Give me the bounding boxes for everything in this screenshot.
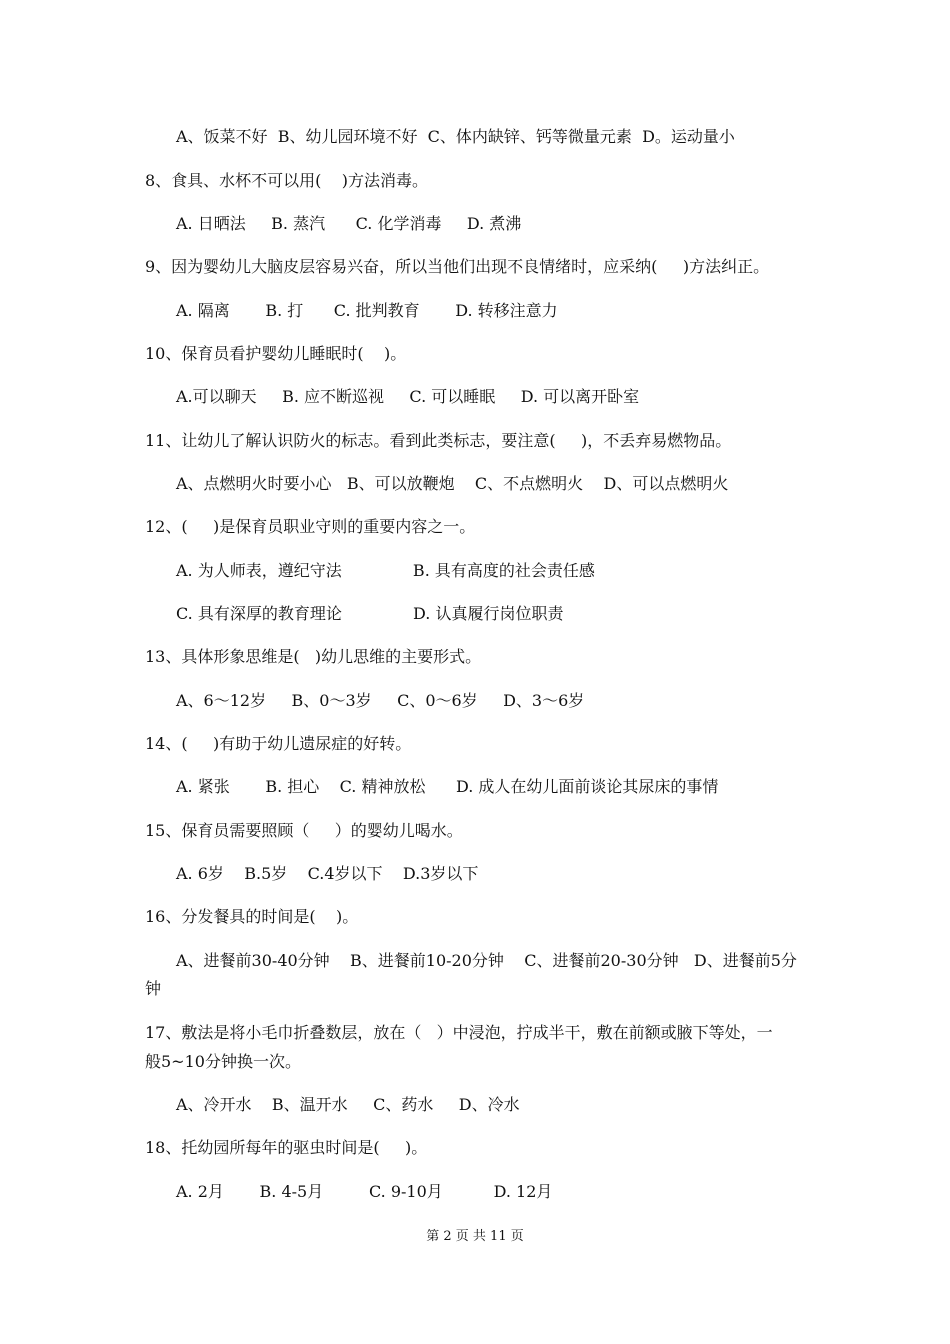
q17-options: A、冷开水 B、温开水 C、药水 D、冷水	[176, 1095, 520, 1114]
question-11: 11、让幼儿了解认识防火的标志。看到此类标志，要注意( )，不丢弃易燃物品。	[145, 431, 732, 450]
question-17: 17、敷法是将小毛巾折叠数层，放在（ ）中浸泡，拧成半干，敷在前额或腋下等处，一	[145, 1023, 773, 1042]
q10-options: A.可以聊天 B. 应不断巡视 C. 可以睡眠 D. 可以离开卧室	[176, 387, 640, 406]
question-14: 14、( )有助于幼儿遗尿症的好转。	[145, 734, 412, 753]
question-16: 16、分发餐具的时间是( )。	[145, 907, 359, 926]
question-13: 13、具体形象思维是( )幼儿思维的主要形式。	[145, 647, 482, 666]
q16-options: A、进餐前30-40分钟 B、进餐前10-20分钟 C、进餐前20-30分钟 D、进餐前5分	[176, 951, 797, 970]
q15-options: A. 6岁 B.5岁 C.4岁以下 D.3岁以下	[176, 864, 479, 883]
question-10: 10、保育员看护婴幼儿睡眠时( )。	[145, 344, 407, 363]
q7-options: A、饭菜不好 B、幼儿园环境不好 C、体内缺锌、钙等微量元素 D。运动量小	[176, 127, 735, 146]
q14-options: A. 紧张 B. 担心 C. 精神放松 D. 成人在幼儿面前谈论其尿床的事情	[176, 777, 719, 796]
q18-options: A. 2月 B. 4-5月 C. 9-10月 D. 12月	[176, 1182, 553, 1201]
question-15: 15、保育员需要照顾（ ）的婴幼儿喝水。	[145, 821, 463, 840]
q8-options: A. 日晒法 B. 蒸汽 C. 化学消毒 D. 煮沸	[176, 214, 522, 233]
page-number-footer: 第 2 页 共 11 页	[426, 1229, 524, 1244]
q12-options-row1: A. 为人师表，遵纪守法 B. 具有高度的社会责任感	[176, 561, 595, 580]
question-17-wrap: 般5~10分钟换一次。	[145, 1052, 301, 1071]
q11-options: A、点燃明火时要小心 B、可以放鞭炮 C、不点燃明火 D、可以点燃明火	[176, 474, 729, 493]
q12-options-row2: C. 具有深厚的教育理论 D. 认真履行岗位职责	[176, 604, 564, 623]
q9-options: A. 隔离 B. 打 C. 批判教育 D. 转移注意力	[176, 301, 558, 320]
question-12: 12、( )是保育员职业守则的重要内容之一。	[145, 517, 476, 536]
q13-options: A、6～12岁 B、0～3岁 C、0～6岁 D、3～6岁	[176, 691, 585, 710]
question-9: 9、因为婴幼儿大脑皮层容易兴奋，所以当他们出现不良情绪时，应采纳( )方法纠正。	[145, 257, 770, 276]
question-8: 8、食具、水杯不可以用( )方法消毒。	[145, 171, 429, 190]
question-18: 18、托幼园所每年的驱虫时间是( )。	[145, 1138, 428, 1157]
q16-options-wrap: 钟	[145, 979, 162, 998]
